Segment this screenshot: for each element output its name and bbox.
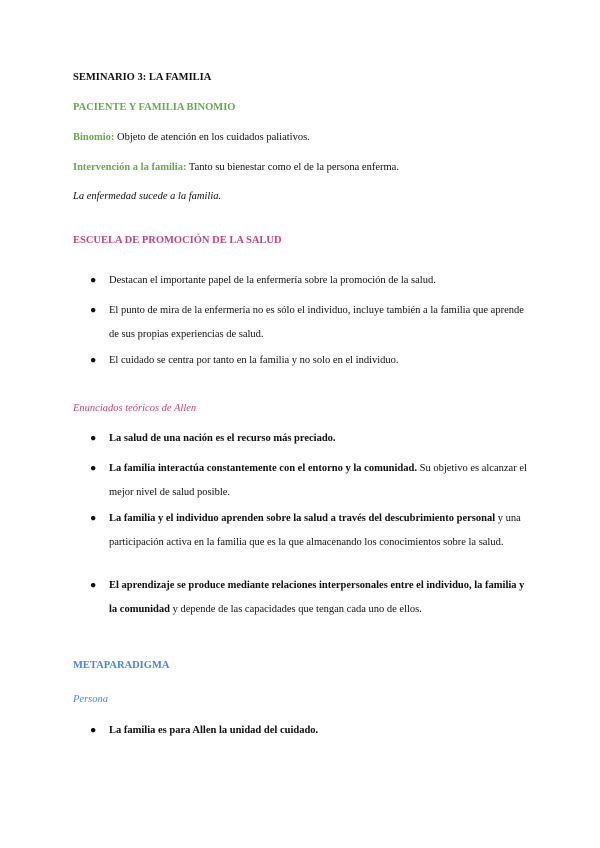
list-item-bold: La familia es para Allen la unidad del cuidado.: [109, 725, 319, 736]
seminar-title: SEMINARIO 3: LA FAMILIA: [73, 72, 212, 83]
binomio-text: Objeto de atención en los cuidados paliativos.: [114, 132, 310, 143]
bullet-icon: ●: [90, 463, 97, 474]
list-item-text: y una participación activa en la familia que es la que almacenando los conocimientos sobre la salud.: [109, 513, 521, 548]
list-item: [90, 719, 530, 743]
bullet-icon: ●: [90, 355, 97, 366]
section-heading-binomio: PACIENTE Y FAMILIA BINOMIO: [73, 102, 236, 113]
binomio-definition: [73, 132, 310, 145]
bullet-icon: ●: [90, 433, 97, 444]
binomio-label: Binomio:: [73, 132, 115, 143]
persona-subheading: Persona: [73, 694, 108, 705]
bullet-icon: ●: [90, 580, 97, 591]
list-item: [90, 574, 530, 622]
list-item: [90, 269, 530, 293]
list-item-text: Destacan el importante papel de la enfermería sobre la promoción de la salud.: [109, 275, 436, 286]
intervencion-text: Tanto su bienestar como el de la persona enferma.: [186, 162, 399, 173]
intervencion-label: Intervención a la familia:: [73, 162, 187, 173]
list-item: [90, 507, 530, 555]
list-item-text: y depende de las capacidades que tengan cada uno de ellos.: [169, 604, 422, 615]
list-item-text: Su objetivo es alcanzar el mejor nivel de salud posible.: [109, 463, 527, 498]
list-item: [90, 427, 530, 451]
list-item-bold: La salud de una nación es el recurso más preciado.: [109, 433, 336, 444]
list-item-text: El cuidado se centra por tanto en la familia y no solo en el individuo.: [109, 355, 399, 366]
bullet-icon: ●: [90, 275, 97, 286]
bullet-icon: ●: [90, 305, 97, 316]
bullet-icon: ●: [90, 513, 97, 524]
list-item: [90, 299, 530, 347]
intervencion-definition: [73, 162, 399, 175]
italic-note: La enfermedad sucede a la familia.: [73, 191, 222, 202]
list-item-bold: El aprendizaje se produce mediante relaciones interpersonales entre el individuo, la familia y la comunidad: [109, 580, 525, 615]
section-heading-metaparadigma: METAPARADIGMA: [73, 660, 170, 671]
list-item-bold: La familia y el individuo aprenden sobre la salud a través del descubrimiento personal: [109, 513, 496, 524]
list-item: [90, 457, 530, 505]
allen-subheading: Enunciados teóricos de Allen: [73, 403, 197, 414]
list-item-bold: La familia interactúa constantemente con el entorno y la comunidad.: [109, 463, 417, 474]
bullet-icon: ●: [90, 725, 97, 736]
list-item: [90, 349, 530, 373]
section-heading-escuela: ESCUELA DE PROMOCIÓN DE LA SALUD: [73, 235, 282, 246]
list-item-text: El punto de mira de la enfermería no es sólo el individuo, incluye también a la familia que aprende de sus propias experiencias de salud.: [109, 305, 524, 340]
